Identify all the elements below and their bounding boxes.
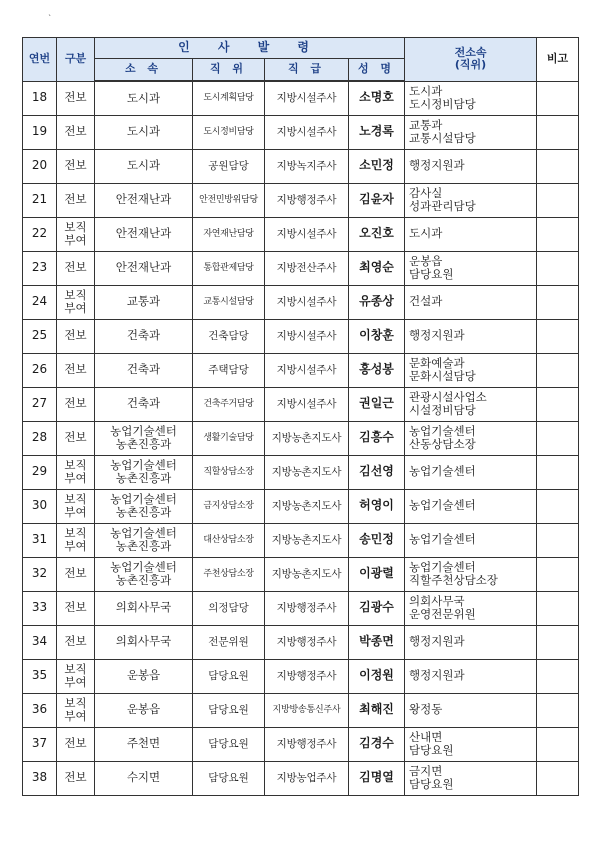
cell-grade: 지방농촌지도사 bbox=[265, 557, 349, 591]
cell-position: 직할상담소장 bbox=[193, 455, 265, 489]
cell-type-line: 보직 bbox=[64, 525, 87, 540]
cell-position: 생활기술담당 bbox=[193, 421, 265, 455]
cell-name: 김광수 bbox=[349, 591, 405, 625]
cell-previous-post bbox=[405, 455, 537, 489]
cell-dept bbox=[95, 761, 193, 795]
cell-type-line: 전보 bbox=[64, 362, 87, 377]
cell-previous-post-line: 담당요원 bbox=[409, 267, 454, 281]
cell-dept-line: 안전재난과 bbox=[115, 226, 172, 241]
cell-note bbox=[537, 251, 579, 285]
cell-no: 34 bbox=[23, 625, 57, 659]
cell-type-line: 전보 bbox=[64, 600, 87, 615]
header-dept: 소 속 bbox=[95, 59, 193, 82]
table-row bbox=[23, 727, 579, 761]
cell-previous-post bbox=[405, 149, 537, 183]
cell-previous-post-line: 농업기술센터 bbox=[409, 498, 476, 513]
cell-previous-post-line: 행정지원과 bbox=[409, 634, 465, 649]
cell-type-line: 전보 bbox=[64, 770, 87, 785]
cell-dept-line: 의회사무국 bbox=[115, 634, 172, 649]
cell-previous-post-line: 의회사무국 bbox=[409, 593, 465, 608]
cell-type-line: 전보 bbox=[64, 566, 87, 581]
cell-name: 권일근 bbox=[349, 387, 405, 421]
cell-no: 28 bbox=[23, 421, 57, 455]
cell-dept-line: 운봉읍 bbox=[126, 668, 161, 683]
cell-note bbox=[537, 523, 579, 557]
cell-dept-line: 안전재난과 bbox=[115, 260, 172, 275]
cell-note bbox=[537, 625, 579, 659]
cell-previous-post-line: 운봉읍 bbox=[409, 253, 443, 268]
cell-name: 최해진 bbox=[349, 693, 405, 727]
cell-no: 27 bbox=[23, 387, 57, 421]
header-previous-post-line2: (직위) bbox=[454, 58, 487, 72]
table-row bbox=[23, 591, 579, 625]
cell-note bbox=[537, 693, 579, 727]
cell-type-line: 전보 bbox=[64, 90, 87, 105]
cell-previous-post-line: 행정지원과 bbox=[409, 328, 465, 343]
cell-note bbox=[537, 489, 579, 523]
cell-no: 22 bbox=[23, 217, 57, 251]
cell-type bbox=[57, 251, 95, 285]
cell-previous-post-line: 감사실 bbox=[409, 185, 443, 200]
cell-dept bbox=[95, 115, 193, 149]
cell-type-line: 부여 bbox=[64, 301, 87, 315]
cell-name: 허영이 bbox=[349, 489, 405, 523]
cell-dept bbox=[95, 489, 193, 523]
cell-type bbox=[57, 387, 95, 421]
header-previous-post bbox=[405, 38, 537, 82]
cell-grade: 지방시설주사 bbox=[265, 319, 349, 353]
cell-previous-post-line: 건설과 bbox=[409, 294, 443, 309]
cell-no: 35 bbox=[23, 659, 57, 693]
cell-previous-post bbox=[405, 387, 537, 421]
cell-previous-post-line: 농업기술센터 bbox=[409, 464, 476, 479]
cell-no: 38 bbox=[23, 761, 57, 795]
cell-grade: 지방행정주사 bbox=[265, 727, 349, 761]
cell-grade: 지방방송통신주사 bbox=[265, 693, 349, 727]
cell-dept-line: 도시과 bbox=[126, 90, 161, 105]
cell-dept bbox=[95, 523, 193, 557]
cell-note bbox=[537, 455, 579, 489]
cell-type-line: 부여 bbox=[64, 675, 87, 689]
cell-position: 대산상담소장 bbox=[193, 523, 265, 557]
cell-name: 김흥수 bbox=[349, 421, 405, 455]
cell-dept bbox=[95, 557, 193, 591]
cell-dept-line: 농업기술센터 bbox=[110, 423, 177, 438]
cell-dept bbox=[95, 353, 193, 387]
cell-type bbox=[57, 557, 95, 591]
cell-position: 교통시설담당 bbox=[193, 285, 265, 319]
header-appointment-group: 인 사 발 령 bbox=[95, 38, 405, 59]
cell-grade: 지방농촌지도사 bbox=[265, 489, 349, 523]
cell-name: 송민정 bbox=[349, 523, 405, 557]
cell-previous-post-line: 금지면 bbox=[409, 763, 443, 778]
cell-position: 전문위원 bbox=[193, 625, 265, 659]
cell-dept bbox=[95, 693, 193, 727]
cell-previous-post-line: 도시정비담당 bbox=[409, 97, 476, 111]
table-body bbox=[23, 81, 579, 795]
cell-type bbox=[57, 183, 95, 217]
cell-position: 도시계획담당 bbox=[193, 81, 265, 115]
cell-previous-post-line: 행정지원과 bbox=[409, 158, 465, 173]
cell-name: 이정원 bbox=[349, 659, 405, 693]
cell-type bbox=[57, 727, 95, 761]
cell-grade: 지방시설주사 bbox=[265, 285, 349, 319]
cell-previous-post bbox=[405, 183, 537, 217]
cell-grade: 지방행정주사 bbox=[265, 591, 349, 625]
cell-dept bbox=[95, 251, 193, 285]
cell-previous-post bbox=[405, 489, 537, 523]
cell-dept bbox=[95, 319, 193, 353]
cell-grade: 지방농촌지도사 bbox=[265, 455, 349, 489]
cell-position: 통합관제담당 bbox=[193, 251, 265, 285]
cell-grade: 지방시설주사 bbox=[265, 115, 349, 149]
cell-type-line: 부여 bbox=[64, 471, 87, 485]
cell-grade: 지방행정주사 bbox=[265, 625, 349, 659]
cell-dept-line: 의회사무국 bbox=[115, 600, 172, 615]
cell-previous-post-line: 담당요원 bbox=[409, 777, 454, 791]
cell-previous-post-line: 교통시설담당 bbox=[409, 131, 476, 145]
cell-no: 20 bbox=[23, 149, 57, 183]
table-row bbox=[23, 149, 579, 183]
cell-type-line: 보직 bbox=[64, 491, 87, 506]
cell-no: 19 bbox=[23, 115, 57, 149]
table-row bbox=[23, 523, 579, 557]
cell-grade: 지방농촌지도사 bbox=[265, 523, 349, 557]
cell-position: 담당요원 bbox=[193, 659, 265, 693]
cell-note bbox=[537, 319, 579, 353]
header-no: 연번 bbox=[23, 38, 57, 82]
cell-note bbox=[537, 353, 579, 387]
cell-no: 33 bbox=[23, 591, 57, 625]
cell-dept-line: 건축과 bbox=[126, 362, 161, 377]
cell-note bbox=[537, 421, 579, 455]
header-grade: 직 급 bbox=[265, 59, 349, 82]
cell-no: 25 bbox=[23, 319, 57, 353]
table-row bbox=[23, 353, 579, 387]
cell-note bbox=[537, 727, 579, 761]
cell-no: 18 bbox=[23, 81, 57, 115]
header-previous-post-line1: 전소속 bbox=[454, 45, 487, 59]
cell-dept bbox=[95, 217, 193, 251]
table-row bbox=[23, 693, 579, 727]
cell-no: 36 bbox=[23, 693, 57, 727]
cell-dept-line: 농촌진흥과 bbox=[115, 505, 172, 519]
cell-type-line: 전보 bbox=[64, 736, 87, 751]
cell-dept-line: 농업기술센터 bbox=[110, 559, 177, 574]
table-row bbox=[23, 285, 579, 319]
cell-position: 담당요원 bbox=[193, 761, 265, 795]
cell-position: 공원담당 bbox=[193, 149, 265, 183]
cell-dept-line: 농촌진흥과 bbox=[115, 471, 172, 485]
cell-type bbox=[57, 319, 95, 353]
cell-name: 김윤자 bbox=[349, 183, 405, 217]
cell-previous-post-line: 시설정비담당 bbox=[409, 403, 476, 417]
cell-type bbox=[57, 115, 95, 149]
header-note: 비고 bbox=[537, 38, 579, 82]
cell-name: 김경수 bbox=[349, 727, 405, 761]
cell-name: 오진호 bbox=[349, 217, 405, 251]
cell-type-line: 부여 bbox=[64, 505, 87, 519]
cell-name: 이광렬 bbox=[349, 557, 405, 591]
cell-dept-line: 농업기술센터 bbox=[110, 525, 177, 540]
table-row bbox=[23, 625, 579, 659]
cell-grade: 지방행정주사 bbox=[265, 183, 349, 217]
cell-type bbox=[57, 523, 95, 557]
cell-grade: 지방행정주사 bbox=[265, 659, 349, 693]
cell-note bbox=[537, 115, 579, 149]
cell-name: 최영순 bbox=[349, 251, 405, 285]
cell-dept-line: 도시과 bbox=[126, 124, 161, 139]
cell-previous-post-line: 성과관리담당 bbox=[409, 199, 476, 213]
scan-mark: ` bbox=[48, 14, 52, 23]
cell-no: 24 bbox=[23, 285, 57, 319]
cell-previous-post bbox=[405, 727, 537, 761]
cell-name: 이창훈 bbox=[349, 319, 405, 353]
cell-name: 노경록 bbox=[349, 115, 405, 149]
cell-name: 박종면 bbox=[349, 625, 405, 659]
cell-grade: 지방농촌지도사 bbox=[265, 421, 349, 455]
cell-type-line: 부여 bbox=[64, 233, 87, 247]
cell-type bbox=[57, 217, 95, 251]
cell-previous-post-line: 교통과 bbox=[409, 117, 443, 132]
cell-type-line: 전보 bbox=[64, 260, 87, 275]
cell-grade: 지방농업주사 bbox=[265, 761, 349, 795]
cell-dept-line: 도시과 bbox=[126, 158, 161, 173]
cell-no: 37 bbox=[23, 727, 57, 761]
cell-dept bbox=[95, 285, 193, 319]
cell-previous-post-line: 행정지원과 bbox=[409, 668, 465, 683]
cell-type-line: 보직 bbox=[64, 457, 87, 472]
cell-previous-post bbox=[405, 285, 537, 319]
table-row bbox=[23, 183, 579, 217]
cell-note bbox=[537, 761, 579, 795]
cell-position: 의정담당 bbox=[193, 591, 265, 625]
cell-dept-line: 농업기술센터 bbox=[110, 491, 177, 506]
cell-note bbox=[537, 659, 579, 693]
cell-grade: 지방시설주사 bbox=[265, 353, 349, 387]
cell-name: 김명열 bbox=[349, 761, 405, 795]
cell-type bbox=[57, 285, 95, 319]
cell-type bbox=[57, 353, 95, 387]
cell-no: 23 bbox=[23, 251, 57, 285]
cell-previous-post bbox=[405, 659, 537, 693]
cell-dept-line: 농촌진흥과 bbox=[115, 539, 172, 553]
cell-previous-post-line: 산내면 bbox=[409, 729, 443, 744]
cell-position: 담당요원 bbox=[193, 727, 265, 761]
cell-position: 자연재난담당 bbox=[193, 217, 265, 251]
cell-dept bbox=[95, 455, 193, 489]
cell-type-line: 부여 bbox=[64, 709, 87, 723]
cell-position: 주천상담소장 bbox=[193, 557, 265, 591]
table-row bbox=[23, 251, 579, 285]
cell-dept bbox=[95, 387, 193, 421]
cell-dept bbox=[95, 727, 193, 761]
table-row bbox=[23, 217, 579, 251]
cell-grade: 지방녹지주사 bbox=[265, 149, 349, 183]
table-row bbox=[23, 387, 579, 421]
cell-previous-post-line: 농업기술센터 bbox=[409, 532, 476, 547]
cell-dept bbox=[95, 421, 193, 455]
cell-note bbox=[537, 387, 579, 421]
cell-type-line: 전보 bbox=[64, 158, 87, 173]
cell-dept bbox=[95, 149, 193, 183]
cell-no: 30 bbox=[23, 489, 57, 523]
cell-note bbox=[537, 81, 579, 115]
cell-previous-post-line: 직할주천상담소장 bbox=[409, 573, 498, 587]
table-row bbox=[23, 319, 579, 353]
cell-previous-post bbox=[405, 523, 537, 557]
cell-previous-post-line: 왕정동 bbox=[409, 702, 443, 717]
cell-dept-line: 건축과 bbox=[126, 328, 161, 343]
cell-type-line: 전보 bbox=[64, 328, 87, 343]
cell-type bbox=[57, 591, 95, 625]
cell-previous-post bbox=[405, 251, 537, 285]
cell-type-line: 보직 bbox=[64, 287, 87, 302]
cell-type-line: 부여 bbox=[64, 539, 87, 553]
cell-note bbox=[537, 557, 579, 591]
cell-dept-line: 운봉읍 bbox=[126, 702, 161, 717]
cell-grade: 지방시설주사 bbox=[265, 387, 349, 421]
cell-dept bbox=[95, 591, 193, 625]
cell-type bbox=[57, 149, 95, 183]
cell-dept bbox=[95, 625, 193, 659]
cell-dept-line: 농업기술센터 bbox=[110, 457, 177, 472]
cell-previous-post bbox=[405, 693, 537, 727]
cell-type-line: 전보 bbox=[64, 634, 87, 649]
cell-type bbox=[57, 659, 95, 693]
cell-type-line: 전보 bbox=[64, 396, 87, 411]
cell-grade: 지방시설주사 bbox=[265, 217, 349, 251]
header-position: 직 위 bbox=[193, 59, 265, 82]
cell-previous-post-line: 도시과 bbox=[409, 226, 443, 241]
cell-type bbox=[57, 625, 95, 659]
cell-dept-line: 주천면 bbox=[126, 736, 161, 751]
cell-previous-post bbox=[405, 319, 537, 353]
cell-type bbox=[57, 421, 95, 455]
cell-previous-post-line: 농업기술센터 bbox=[409, 559, 476, 574]
cell-dept-line: 안전재난과 bbox=[115, 192, 172, 207]
cell-name: 김선영 bbox=[349, 455, 405, 489]
cell-type bbox=[57, 489, 95, 523]
cell-dept-line: 농촌진흥과 bbox=[115, 573, 172, 587]
cell-dept bbox=[95, 81, 193, 115]
cell-dept bbox=[95, 183, 193, 217]
table-row bbox=[23, 557, 579, 591]
cell-previous-post bbox=[405, 81, 537, 115]
cell-type-line: 보직 bbox=[64, 695, 87, 710]
table-row bbox=[23, 455, 579, 489]
cell-position: 안전민방위담당 bbox=[193, 183, 265, 217]
cell-name: 소민정 bbox=[349, 149, 405, 183]
cell-previous-post bbox=[405, 557, 537, 591]
cell-previous-post bbox=[405, 421, 537, 455]
cell-no: 29 bbox=[23, 455, 57, 489]
cell-position: 건축담당 bbox=[193, 319, 265, 353]
cell-previous-post-line: 산동상담소장 bbox=[409, 437, 476, 451]
cell-previous-post bbox=[405, 625, 537, 659]
cell-dept bbox=[95, 659, 193, 693]
cell-dept-line: 건축과 bbox=[126, 396, 161, 411]
cell-grade: 지방전산주사 bbox=[265, 251, 349, 285]
cell-note bbox=[537, 591, 579, 625]
cell-name: 유종상 bbox=[349, 285, 405, 319]
cell-name: 소명호 bbox=[349, 81, 405, 115]
cell-previous-post-line: 관광시설사업소 bbox=[409, 389, 487, 404]
cell-previous-post bbox=[405, 217, 537, 251]
cell-previous-post-line: 문화예술과 bbox=[409, 355, 465, 370]
cell-previous-post-line: 농업기술센터 bbox=[409, 423, 476, 438]
cell-type bbox=[57, 761, 95, 795]
cell-grade: 지방시설주사 bbox=[265, 81, 349, 115]
cell-type bbox=[57, 81, 95, 115]
cell-previous-post bbox=[405, 115, 537, 149]
cell-previous-post-line: 도시과 bbox=[409, 83, 443, 98]
cell-previous-post bbox=[405, 353, 537, 387]
cell-type-line: 전보 bbox=[64, 124, 87, 139]
personnel-table bbox=[22, 37, 579, 796]
cell-no: 31 bbox=[23, 523, 57, 557]
cell-previous-post-line: 문화시설담당 bbox=[409, 369, 476, 383]
cell-note bbox=[537, 183, 579, 217]
cell-dept-line: 수지면 bbox=[126, 770, 161, 785]
header-type: 구분 bbox=[57, 38, 95, 82]
cell-previous-post-line: 운영전문위원 bbox=[409, 607, 476, 621]
cell-no: 26 bbox=[23, 353, 57, 387]
cell-name: 홍성봉 bbox=[349, 353, 405, 387]
cell-type-line: 전보 bbox=[64, 430, 87, 445]
table-row bbox=[23, 421, 579, 455]
cell-type-line: 전보 bbox=[64, 192, 87, 207]
cell-position: 주택담당 bbox=[193, 353, 265, 387]
cell-type bbox=[57, 693, 95, 727]
table-row bbox=[23, 761, 579, 795]
table-row bbox=[23, 81, 579, 115]
cell-note bbox=[537, 285, 579, 319]
cell-no: 21 bbox=[23, 183, 57, 217]
cell-previous-post bbox=[405, 591, 537, 625]
cell-position: 담당요원 bbox=[193, 693, 265, 727]
cell-type-line: 보직 bbox=[64, 219, 87, 234]
cell-dept-line: 농촌진흥과 bbox=[115, 437, 172, 451]
table-row bbox=[23, 489, 579, 523]
cell-previous-post bbox=[405, 761, 537, 795]
cell-note bbox=[537, 149, 579, 183]
cell-note bbox=[537, 217, 579, 251]
cell-type-line: 보직 bbox=[64, 661, 87, 676]
cell-type bbox=[57, 455, 95, 489]
cell-previous-post-line: 담당요원 bbox=[409, 743, 454, 757]
cell-position: 금지상담소장 bbox=[193, 489, 265, 523]
table-row bbox=[23, 115, 579, 149]
header-name: 성 명 bbox=[349, 59, 405, 82]
cell-no: 32 bbox=[23, 557, 57, 591]
cell-position: 도시정비담당 bbox=[193, 115, 265, 149]
cell-position: 건축주거담당 bbox=[193, 387, 265, 421]
cell-dept-line: 교통과 bbox=[126, 294, 161, 309]
table-row bbox=[23, 659, 579, 693]
